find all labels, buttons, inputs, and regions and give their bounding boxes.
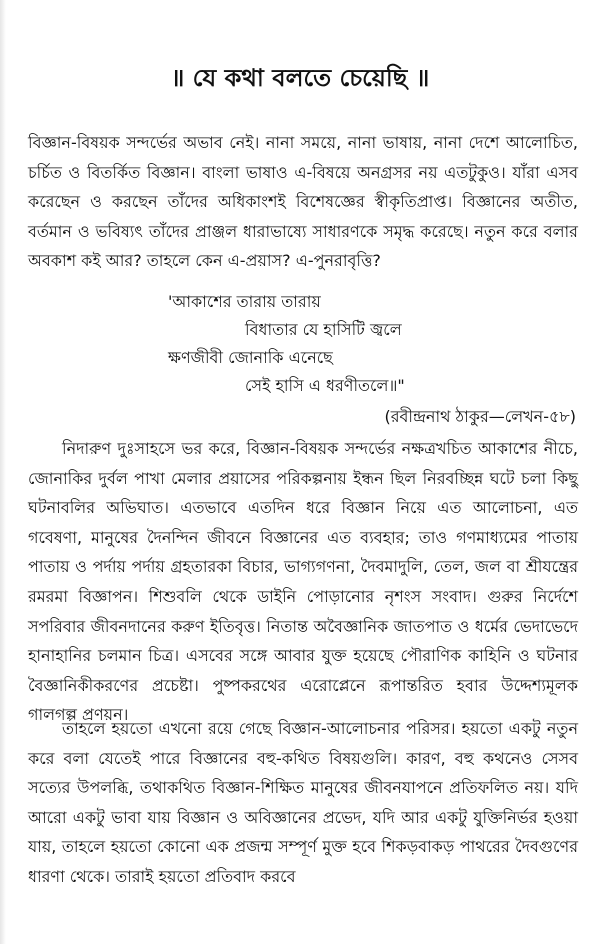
poem-line-2: বিধাতার যে হাসিটি জ্বলে — [245, 320, 402, 339]
poem-line-3: ক্ষণজীবী জোনাকি এনেছে — [168, 348, 333, 367]
paragraph-intro: বিজ্ঞান-বিষয়ক সন্দর্ভের অভাব নেই। নানা সময়ে, নানা ভাষায়, নানা দেশে আলোচিত, চর্চিত ও বিতর্কিত বিজ্ঞান। বাংলা ভাষাও এ-বিষয়ে অনগ্রসর নয় এতটুকুও। যাঁরা এসব করেছেন ও করছেন তাঁদের অধিকাংশই বিশেষজ্ঞের স্বীকৃতিপ্রাপ্ত। বিজ্ঞানের অতীত, বর্তমান ও ভবিষ্যৎ তাঁদের প্রাঞ্জল ধারাভাষ্যে সাধারণকে সমৃদ্ধ করেছে। নতুন করে বলার অবকাশ কই আর? তাহলে কেন এ-প্রয়াস? এ-পুনরাবৃত্তি? — [28, 133, 578, 271]
poem-line-1: 'আকাশের তারায় তারায় — [168, 292, 321, 311]
paragraph-scope: তাহলে হয়তো এখনো রয়ে গেছে বিজ্ঞান-আলোচনার পরিসর। হয়তো একটু নতুন করে বলা যেতেই পারে বিজ্ঞানের বহু-কথিত বিষয়গুলি। কারণ, বহু কথনেও সেসব সত্যের উপলব্ধি, তথাকথিত বিজ্ঞান-শিক্ষিত মানুষের জীবনযাপনে প্রতিফলিত নয়। যদি আরো একটু ভাবা যায় বিজ্ঞান ও অবিজ্ঞানের প্রভেদ, যদি আর একটু যুক্তিনির্ভর হওয়া যায়, তাহলে হয়তো কোনো এক প্রজন্ম সম্পূর্ণ মুক্ত হবে শিকড়বাকড় পাথরের দৈবগুণের ধারণা থেকে। তারাই হয়তো প্রতিবাদ করবে — [28, 719, 578, 886]
poem-citation: (রবীন্দ্রনাথ ঠাকুর—লেখন-৫৮) — [384, 407, 576, 426]
paragraph-motivation: নিদারুণ দুঃসাহসে ভর করে, বিজ্ঞান-বিষয়ক সন্দর্ভের নক্ষত্রখচিত আকাশের নীচে, জোনাকির দুর্বল পাখা মেলার প্রয়াসের পরিকল্পনায় ইন্ধন ছিল নিরবচ্ছিন্ন ঘটে চলা কিছু ঘটনাবলির অভিঘাত। এতভাবে এতদিন ধরে বিজ্ঞান নিয়ে এত আলোচনা, এত গবেষণা, মানুষের দৈনন্দিন জীবনে বিজ্ঞানের এত ব্যবহার; তাও গণমাধ্যমের পাতায় পাতায় ও পর্দায় পর্দায় গ্রহতারকা বিচার, ভাগ্যগণনা, দৈবমাদুলি, তেল, জল বা শ্রীযন্ত্রের রমরমা বিজ্ঞাপন। শিশুবলি থেকে ডাইনি পোড়ানোর নৃশংস সংবাদ। গুরুর নির্দেশে সপরিবার জীবনদানের করুণ ইতিবৃত্ত। নিতান্ত অবৈজ্ঞানিক জাতপাত ও ধর্মের ভেদাভেদে হানাহানির চলমান চিত্র। এসবের সঙ্গে আবার যুক্ত হয়েছে পৌরাণিক কাহিনি ও ঘটনার বৈজ্ঞানিকীকরণের প্রচেষ্টা। পুষ্পকরথের এরোপ্লেনে রূপান্তরিত হবার উদ্দেশ্যমূলক গালগল্প প্রণয়ন। — [28, 439, 578, 725]
page-title: ॥ যে কথা বলতে চেয়েছি ॥ — [170, 64, 430, 92]
page-gutter-shadow — [0, 0, 6, 944]
poem-line-4: সেই হাসি এ ধরণীতলে॥" — [245, 376, 405, 395]
